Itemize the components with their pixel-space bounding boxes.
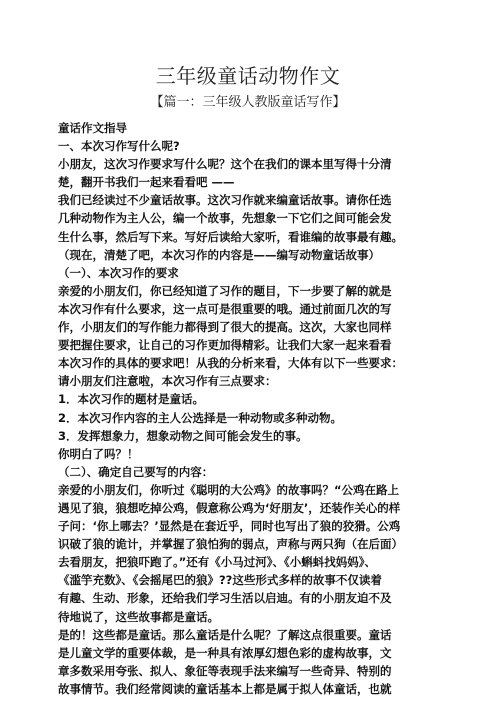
- text-line: 《滥竽充数》、《会摇尾巴的狼》??这些形式多样的故事不仅读着: [58, 573, 382, 588]
- document-title: 三年级童话动物作文: [155, 64, 341, 88]
- document-subtitle: 【篇一：三年级人教版童话写作】: [150, 95, 346, 110]
- text-line: 楚，翻开书我们一起来看看吧 ——: [58, 175, 235, 190]
- text-line: （现在，清楚了吧，本次习作的内容是——编写动物童话故事）: [58, 247, 380, 262]
- text-line: 小朋友，这次习作要求写什么呢？这个在我们的课本里写得十分清: [58, 157, 392, 172]
- text-line: 童话作文指导: [58, 121, 127, 135]
- text-line: 生什么事，然后写下来。写好后读给大家听，看谁编的故事最有趣。: [58, 229, 403, 244]
- text-line: 本次习作有什么要求，这一点可是很重要的哦。通过前面几次的写: [58, 301, 392, 316]
- text-line: 是的！这些都是童话。那么童话是什么呢？了解这点很重要。童话: [58, 627, 392, 642]
- text-line: 遇见了狼，狼想吃掉公鸡，假意称公鸡为‘好朋友’，还装作关心的样: [58, 500, 401, 515]
- text-line: 是儿童文学的重要体裁，是一种具有浓厚幻想色彩的虚构故事，文: [58, 645, 392, 660]
- text-line: 1．本次习作的题材是童话。: [58, 392, 205, 407]
- text-line: 待地说了，这些故事都是童话。: [58, 609, 219, 624]
- text-line: 章多数采用夸张、拟人、象征等表现手法来编写一些奇异、特别的: [58, 663, 392, 678]
- text-line: 故事情节。我们经常阅读的童话基本上都是属于拟人体童话，也就: [58, 681, 392, 696]
- text-line: （一）、本次习作的要求: [58, 265, 179, 280]
- text-line: 识破了狼的诡计，并掌握了狼怕狗的弱点，声称与两只狗（在后面）: [58, 537, 403, 552]
- text-line: 要把握住要求，让自己的习作更加得精彩。让我们大家一起来看看: [58, 338, 392, 353]
- text-line: 亲爱的小朋友们，你听过《聪明的大公鸡》的故事吗？“公鸡在路上: [58, 482, 400, 497]
- text-line: 一、本次习作写什么呢?: [58, 139, 180, 154]
- text-line: 去看朋友，把狼吓跑了。”还有《小马过河》、《小蝌蚪找妈妈》、: [58, 555, 377, 570]
- text-line: 子问：‘你上哪去？’显然是在套近乎，同时也写出了狼的狡猾。公鸡: [58, 519, 401, 534]
- text-line: 2．本次习作内容的主人公选择是一种动物或多种动物。: [58, 410, 342, 425]
- text-line: 几种动物作为主人公，编一个故事，先想象一下它们之间可能会发: [58, 211, 392, 226]
- text-line: 请小朋友们注意啦，本次习作有三点要求：: [58, 374, 277, 389]
- text-line: 你明白了吗？！: [58, 446, 139, 461]
- text-line: 亲爱的小朋友们，你已经知道了习作的题目，下一步要了解的就是: [58, 283, 392, 298]
- document-body: [58, 119, 442, 698]
- text-line: 有趣、生动、形象，还给我们学习生活以启迪。有的小朋友迫不及: [58, 591, 392, 606]
- text-line: 本次习作的具体的要求吧！从我的分析来看，大体有以下一些要求：: [58, 356, 403, 371]
- text-line: （二）、确定自己要写的内容：: [58, 464, 214, 479]
- text-line: 3．发挥想象力，想象动物之间可能会发生的事。: [58, 428, 308, 443]
- text-line: 作，小朋友们的写作能力都得到了很大的提高。这次，大家也同样: [58, 320, 392, 335]
- text-line: 我们已经读过不少童话故事。这次习作就来编童话故事。请你任选: [58, 193, 392, 208]
